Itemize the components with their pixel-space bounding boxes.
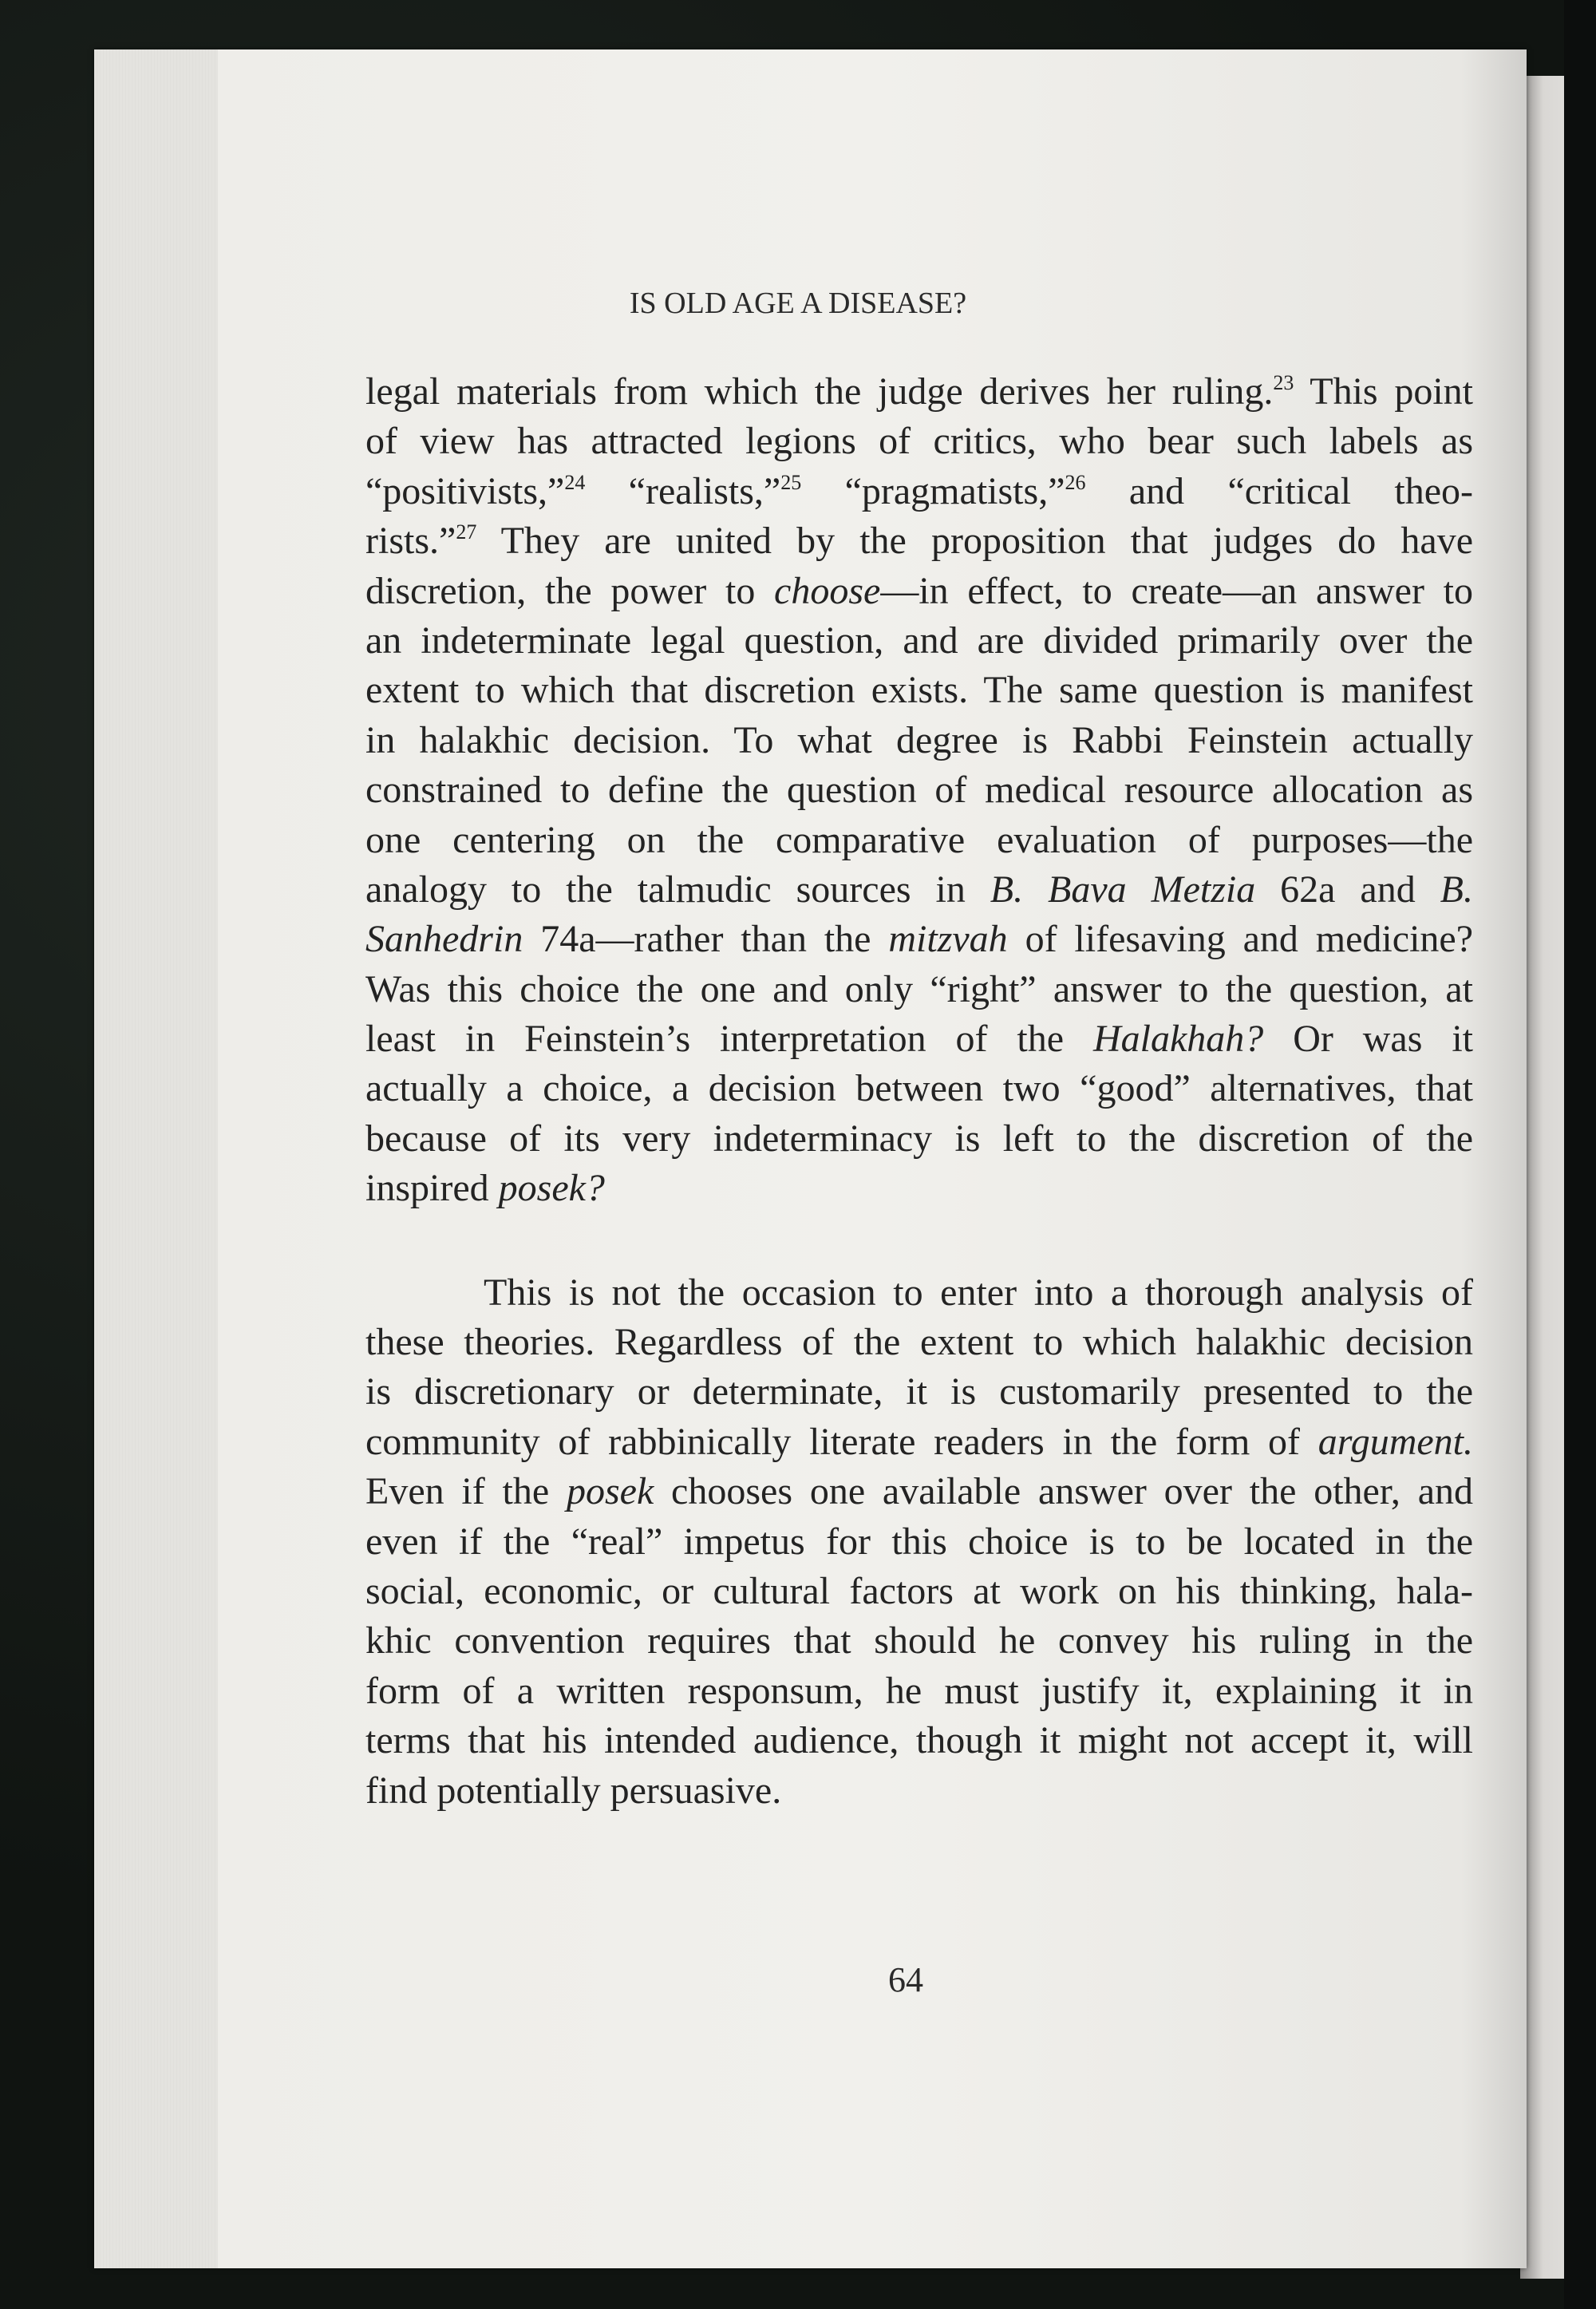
text-run: 62a and <box>1255 868 1440 911</box>
text-line <box>365 1268 1473 1318</box>
text-run: least in Feinstein’s interpretation of the <box>365 1018 1093 1061</box>
paragraph <box>365 1268 1473 1816</box>
text-line <box>365 1064 1473 1113</box>
text-run: Was this choice the one and only “right” answer to the question, at <box>365 967 1473 1010</box>
text-line <box>365 516 1473 566</box>
italic-text: posek <box>566 1470 654 1513</box>
text-line <box>365 467 1473 516</box>
text-line <box>365 1667 1473 1716</box>
italic-text: B. <box>1440 868 1473 911</box>
text-run: because of its very indeterminacy is left to the discretion of the <box>365 1117 1473 1160</box>
italic-text: mitzvah <box>888 918 1008 961</box>
footnote-ref: 24 <box>564 470 586 494</box>
text-line <box>365 1766 1473 1816</box>
text-line <box>365 616 1473 666</box>
paragraph <box>365 367 1473 1214</box>
text-run: This is not the occasion to enter into a thorough analysis of <box>484 1271 1473 1314</box>
text-run: in halakhic decision. To what degree is Rabbi Feinstein actually <box>365 718 1473 761</box>
text-run: —in effect, to create—an answer to <box>880 569 1473 612</box>
text-run: khic convention requires that should he convey his ruling in the <box>365 1619 1473 1663</box>
text-run: 74a—rather than the <box>523 918 889 961</box>
text-line <box>365 716 1473 765</box>
text-run: an indeterminate legal question, and are divided primarily over the <box>365 619 1473 662</box>
footnote-ref: 27 <box>456 520 477 544</box>
text-line <box>365 1114 1473 1164</box>
text-run: rists.” <box>365 520 456 563</box>
text-line <box>365 1318 1473 1367</box>
text-run: is discretionary or determinate, it is customarily presented to the <box>365 1370 1473 1413</box>
text-run: analogy to the talmudic sources in <box>365 868 990 911</box>
text-line <box>365 367 1473 417</box>
italic-text: choose <box>774 569 881 612</box>
text-line <box>365 666 1473 715</box>
footnote-ref: 23 <box>1273 371 1294 394</box>
text-run: social, economic, or cultural factors at work on his thinking, hala- <box>365 1569 1473 1612</box>
text-run: “pragmatists,” <box>801 469 1065 512</box>
text-run: find potentially persuasive. <box>365 1769 782 1812</box>
text-run: This point <box>1294 370 1474 413</box>
text-run: of view has attracted legions of critics, who bear such labels as <box>365 420 1473 463</box>
text-line <box>365 765 1473 815</box>
italic-text: posek? <box>498 1167 605 1210</box>
footnote-ref: 25 <box>780 470 802 494</box>
text-line <box>365 1567 1473 1616</box>
text-line <box>365 1417 1473 1467</box>
italic-text: Halakhah? <box>1092 1018 1264 1061</box>
text-line <box>365 1367 1473 1417</box>
text-run: these theories. Regardless of the extent to which halakhic decision <box>365 1321 1473 1364</box>
text-run: community of rabbinically literate readers in the form of <box>365 1420 1318 1463</box>
text-line <box>365 1517 1473 1567</box>
italic-text: argument. <box>1317 1420 1473 1463</box>
page-number: 64 <box>888 1960 923 1999</box>
text-run: “positivists,” <box>365 469 565 512</box>
text-run: terms that his intended audience, though it might not accept it, will <box>365 1719 1473 1762</box>
text-run: of lifesaving and medicine? <box>1007 918 1474 961</box>
text-run: Even if the <box>365 1470 567 1513</box>
text-line <box>365 915 1473 964</box>
text-line <box>365 567 1473 616</box>
text-line <box>365 816 1473 865</box>
text-run: discretion, the power to <box>365 569 775 612</box>
text-run: constrained to define the question of medical resource allocation as <box>365 769 1473 812</box>
text-run: Or was it <box>1263 1018 1474 1061</box>
text-run: one centering on the comparative evaluation of purposes—the <box>365 818 1473 861</box>
text-line <box>365 965 1473 1014</box>
text-line <box>365 1164 1473 1213</box>
text-run: and “critical theo- <box>1085 469 1473 512</box>
text-line <box>365 1716 1473 1765</box>
text-run: chooses one available answer over the other, and <box>654 1470 1473 1513</box>
italic-text: Sanhedrin <box>365 918 523 961</box>
text-run: even if the “real” impetus for this choice is to be located in the <box>365 1520 1473 1563</box>
text-run: actually a choice, a decision between two “good” alternatives, that <box>365 1067 1473 1110</box>
text-run: “realists,” <box>585 469 781 512</box>
text-line <box>365 1616 1473 1666</box>
footnote-ref: 26 <box>1065 470 1086 494</box>
text-run: legal materials from which the judge derives her ruling. <box>365 370 1274 413</box>
italic-text: B. Bava Metzia <box>990 868 1256 911</box>
running-header: IS OLD AGE A DISEASE? <box>629 287 967 320</box>
text-line <box>365 1014 1473 1064</box>
text-line <box>365 417 1473 466</box>
text-line <box>365 865 1473 915</box>
body-text <box>365 367 1473 1816</box>
text-run: form of a written responsum, he must justify it, explaining it in <box>365 1669 1473 1712</box>
text-run: inspired <box>365 1167 499 1210</box>
page-stack-edges <box>94 49 218 2268</box>
text-line <box>365 1467 1473 1516</box>
text-run: They are united by the proposition that judges do have <box>476 520 1473 563</box>
text-run: extent to which that discretion exists. The same question is manifest <box>365 669 1473 712</box>
